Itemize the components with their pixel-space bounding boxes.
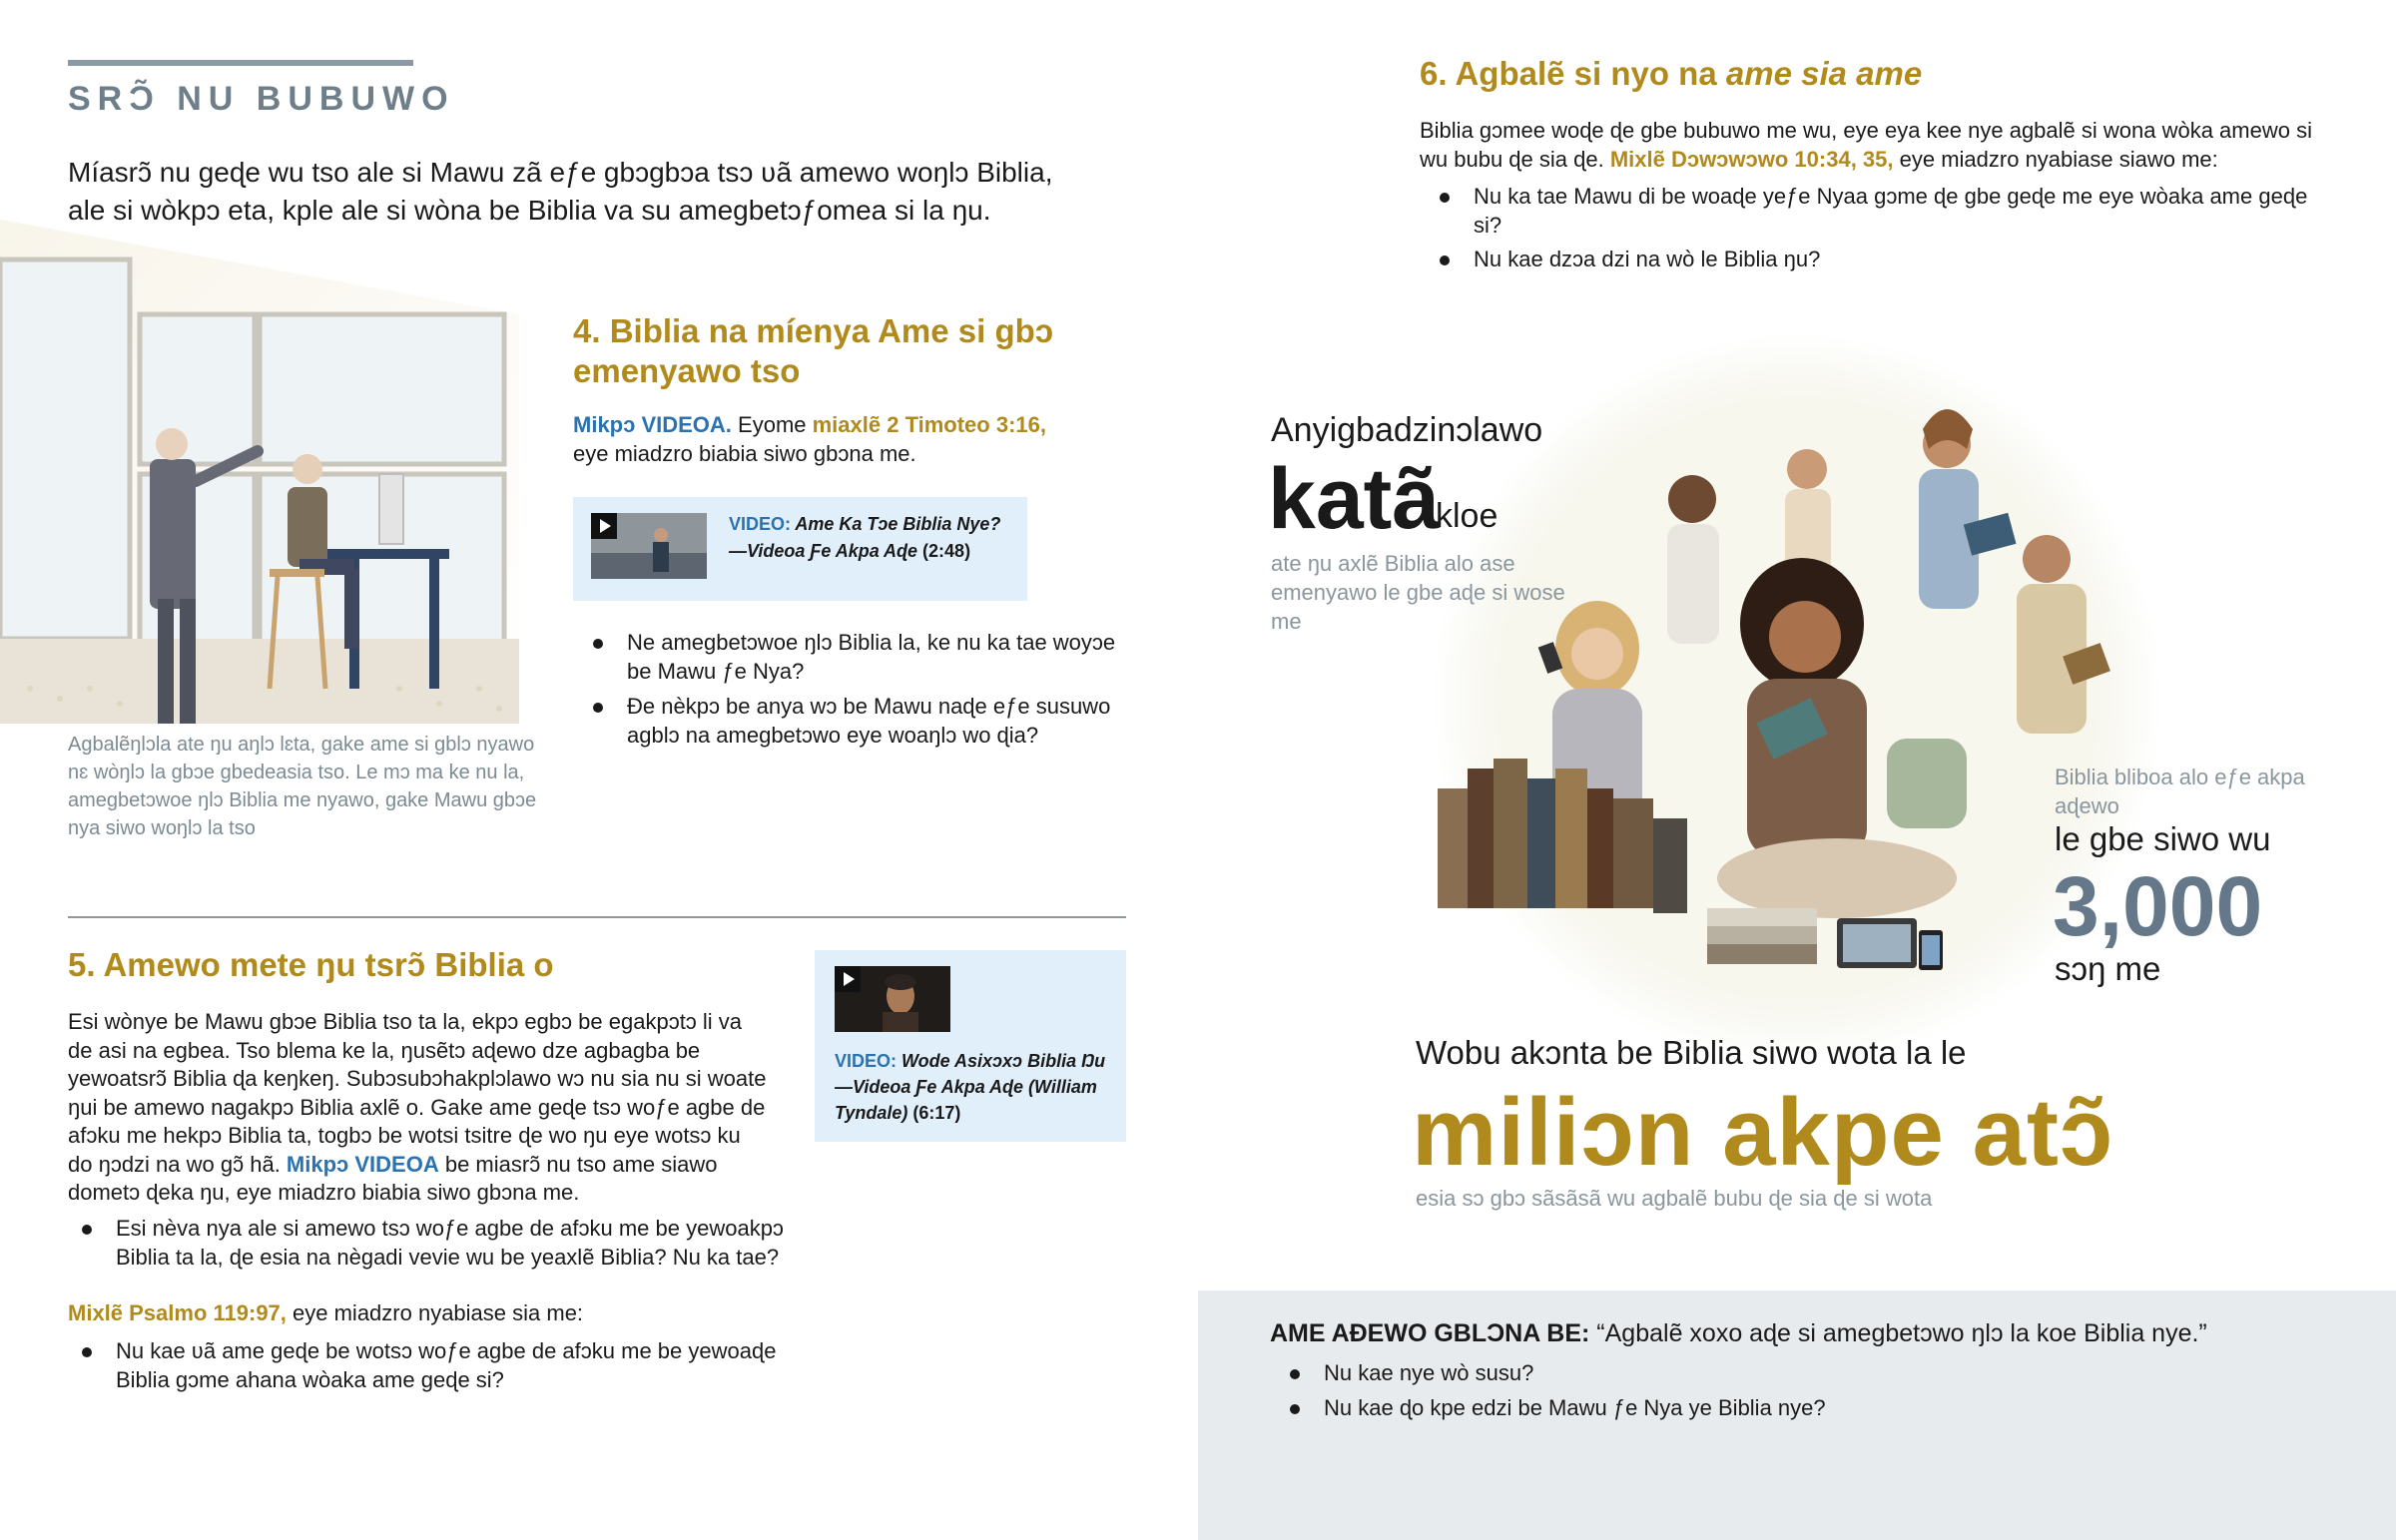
section-6-questions [1426,183,2324,280]
stat-copies-number: miliɔn akpe atɔ̃ [1412,1079,2114,1186]
scripture-link-2-timothy[interactable]: miaxlẽ 2 Timoteo 3:16, [812,412,1046,437]
stat-translations-caption: Biblia bliboa alo eƒe akpa aɖewo [2055,765,2305,818]
office-illustration-caption: Agbalẽŋlɔla ate ŋu aŋlɔ lɛta, gake ame si gblɔ nyawo nɛ wòŋlɔ la gbɔe gbedeasia tso. Le mɔ ma ke nu la, amegbetɔwoe ŋlɔ Biblia me nyawo, gake Mawu gbɔe nya siwo woŋlɔ la tso [68,734,537,839]
section-4-title: 4. Biblia na míenya Ame si gbɔ emenyawo tso [573,312,1054,389]
video-card-1[interactable] [573,497,1027,601]
scripture-link-psalm[interactable]: Mixlẽ Psalmo 119:97, [68,1300,287,1325]
header-rule [68,60,413,66]
list-item: Nu kae nye wò susu? [1276,1358,2274,1388]
video-1-thumbnail[interactable] [591,513,707,579]
page-title: SRƆ̃ NU BUBUWO [68,80,455,118]
section-4-questions [579,629,1118,757]
stat-languages-line: Anyigbadzinɔlawo [1271,411,1543,449]
intro-paragraph: Míasrɔ̃ nu geɖe wu tso ale si Mawu zã eƒe gbɔgbɔa tsɔ ʋã amewo woŋlɔ Biblia, ale si wòkpɔ eta, kple ale si wòna be Biblia va su amegbetɔƒomea si la ŋu. [68,157,1053,226]
play-icon[interactable] [835,966,861,992]
video-card-2[interactable] [815,950,1126,1142]
stat-copies-caption: esia sɔ gbɔ sãsãsã wu agbalẽ bubu ɖe sia ɖe si wota [1416,1186,1933,1211]
watch-video-link[interactable]: Mikpɔ VIDEOA [286,1151,439,1177]
review-statement: AME AƉEWO GBLƆNA BE: “Agbalẽ xoxo aɖe si amegbetɔwo ŋlɔ la koe Biblia nye.” [1270,1319,2207,1347]
list-item: Ɖe nèkpɔ be anya wɔ be Mawu naɖe eƒe susuwo agblɔ na amegbetɔwo eye woaŋlɔ wo ɖia? [579,693,1118,750]
section-5-questions-2 [68,1337,827,1394]
scripture-link-acts[interactable]: Mixlẽ Dɔwɔwɔwo 10:34, 35, [1609,146,1894,172]
list-item: Nu kae ɖo kpe edzi be Mawu ƒe Nya ye Biblia nye? [1276,1393,2274,1423]
stat-translations-line: le gbe siwo wu [2055,820,2271,857]
section-6-paragraph: Biblia gɔmee woɖe ɖe gbe bubuwo me wu, eye eya kee nye agbalẽ si wona wòka amewo si wu bubu ɖe sia ɖe. Mixlẽ Dɔwɔwɔwo 10:34, 35, eye miadzro nyabiase siawo me: [1420,118,2312,172]
video-1-title[interactable]: VIDEO: Ame Ka Tɔe Biblia Nye? —Videoa Ƒe Akpa Aɖe (2:48) [729,514,1001,561]
stat-languages-suffix: kloe [1436,497,1498,535]
watch-video-link[interactable]: Mikpɔ VIDEOA. [573,412,732,437]
stat-translations-number: 3,000 [2053,859,2263,953]
play-icon[interactable] [591,513,617,539]
list-item: Nu kae ʋã ame geɖe be wotsɔ woƒe agbe de afɔku me be yewoaɖe Biblia gɔme ahana wòaka ame geɖe si? [68,1337,827,1394]
section-5-title: 5. Amewo mete ŋu tsrɔ̃ Biblia o [68,946,554,983]
list-item: Nu kae dzɔa dzi na wò le Biblia ŋu? [1426,246,2324,274]
stat-languages-caption: ate ŋu axlẽ Biblia alo ase emenyawo le gbe aɖe si wose me [1271,551,1565,634]
review-box [1198,1290,2396,1540]
section-5-scripture-instruction: Mixlẽ Psalmo 119:97, eye miadzro nyabiase sia me: [68,1300,584,1325]
section-4-instructions: Mikpɔ VIDEOA. Eyome miaxlẽ 2 Timoteo 3:16, eye miadzro biabia siwo gbɔna me. [573,412,1046,466]
section-divider [68,916,1126,918]
stat-languages-highlight: katã [1268,451,1441,547]
section-5-paragraph: Esi wònye be Mawu gbɔe Biblia tso ta la, ekpɔ egbɔ be egakpɔtɔ li va de asi na egbea. Tso blema ke la, ŋusẽtɔ aɖewo dze agbagba be yewoatsrɔ̃ Biblia ɖa keŋkeŋ. Subɔsubɔhakplɔlawo wɔ nu sia nu si woate ŋui be amewo nagakpɔ Biblia axlẽ o. Gake ame geɖe tsɔ woƒe agbe de afɔku me hekpɔ Biblia ta, togbɔ be wotsi tsitre ɖe wo ŋu eye wotsɔ ku do ŋɔdzi na wo gɔ̃ hã. Mikpɔ VIDEOA be miasrɔ̃ nu tso ame siawo dometɔ ɖeka ŋu, eye miadzro biabia siwo gbɔna me. [68,1009,767,1205]
section-5-questions [68,1215,827,1272]
stat-copies-line: Wobu akɔnta be Biblia siwo wota la le [1416,1034,1967,1071]
office-illustration [0,220,519,724]
review-questions [1276,1358,2274,1428]
list-item: Esi nèva nya ale si amewo tsɔ woƒe agbe de afɔku me be yewoakpɔ Biblia ta la, ɖe esia na nègadi vevie wu be yeaxlẽ Biblia? Nu ka tae? [68,1215,827,1272]
stat-translations-suffix: sɔŋ me [2055,950,2161,987]
list-item: Ne amegbetɔwoe ŋlɔ Biblia la, ke nu ka tae woyɔe be Mawu ƒe Nya? [579,629,1118,686]
section-6-title: 6. Agbalẽ si nyo na ame sia ame [1420,55,1923,92]
video-2-thumbnail[interactable] [835,966,950,1032]
list-item: Nu ka tae Mawu di be woaɖe yeƒe Nyaa gɔme ɖe gbe geɖe me eye wòaka ame geɖe si? [1426,183,2324,240]
video-2-title[interactable]: VIDEO: Wode Asixɔxɔ Biblia Ŋu—Videoa Ƒe Akpa Aɖe (William Tyndale) (6:17) [835,1051,1106,1123]
